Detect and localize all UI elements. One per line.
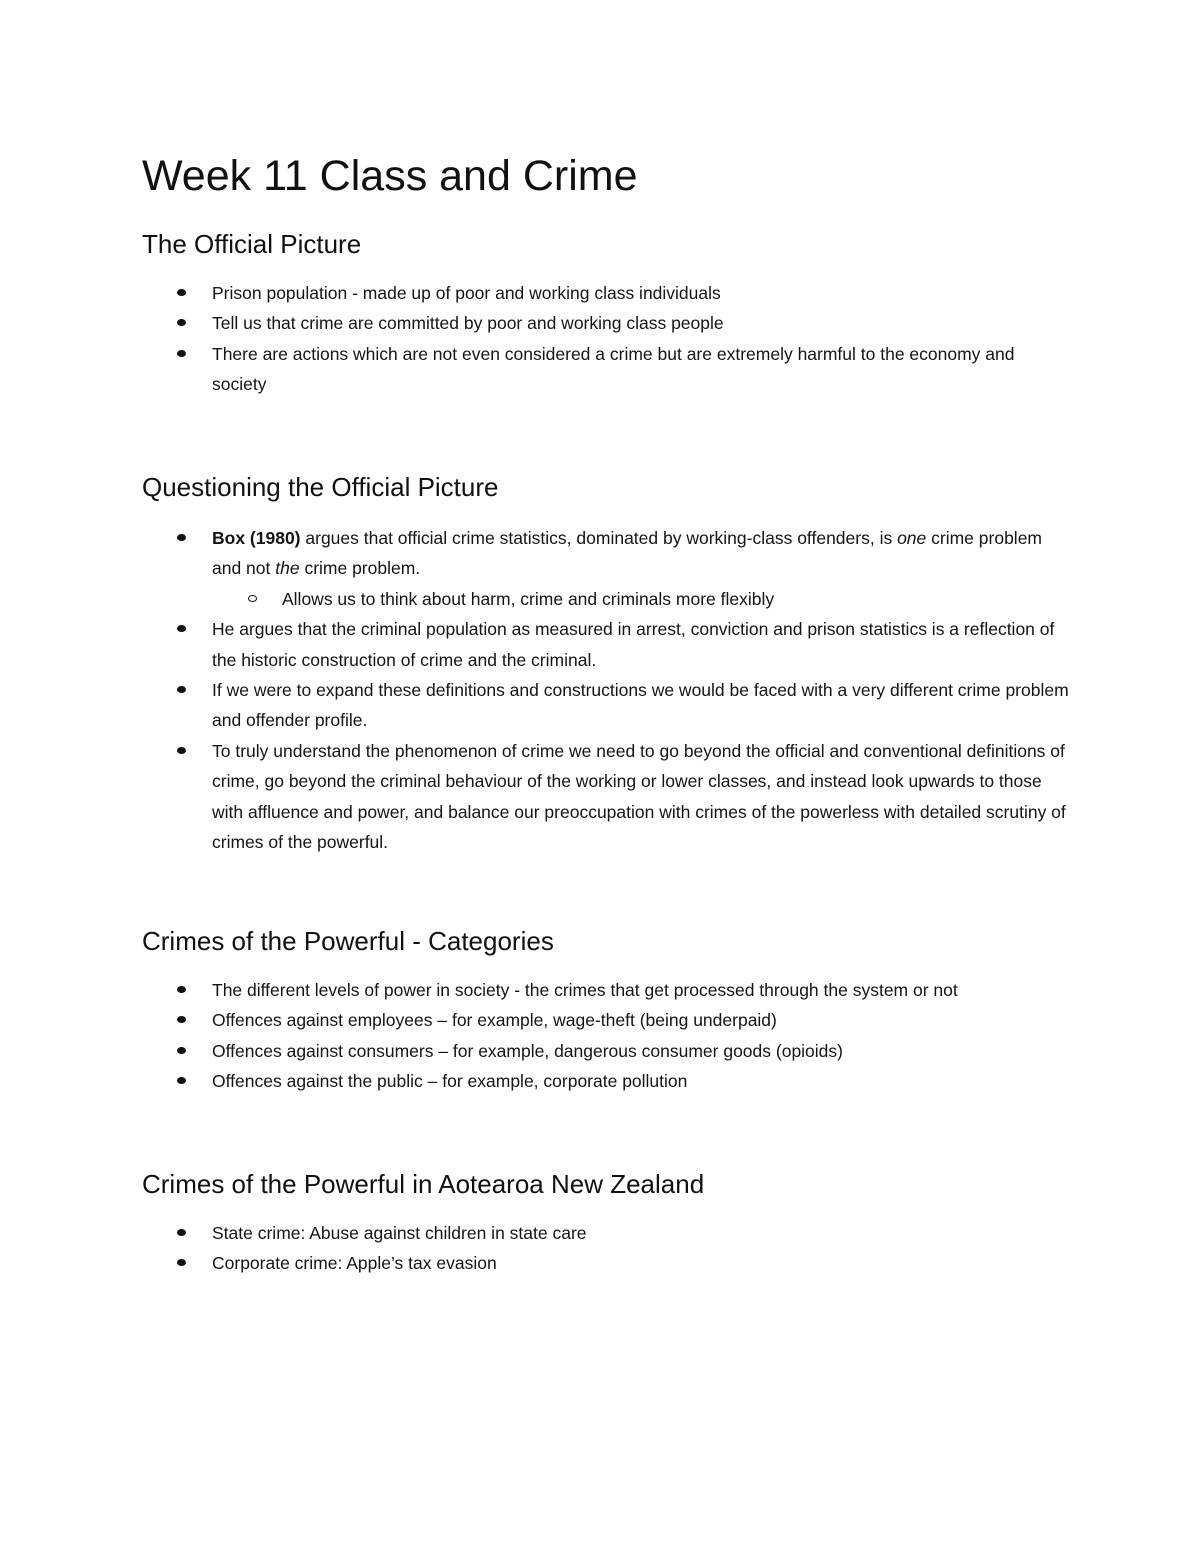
list-item-text: To truly understand the phenomenon of crime we need to go beyond the official and conventional definitions of crime, go beyond the criminal behaviour of the working or lower classes, and instead look upwards to those with affluence and power, and balance our preoccupation with crimes of the powerless with detailed scrutiny of crimes of the powerful.	[212, 740, 1066, 853]
list-item	[142, 278, 1072, 308]
text-span: crime problem and not	[212, 528, 1043, 579]
list-item-text: Tell us that crime are committed by poor and working class people	[212, 313, 724, 334]
list-item-text: Offences against consumers – for example, dangerous consumer goods (opioids)	[212, 1040, 843, 1061]
list-item-text: State crime: Abuse against children in state care	[212, 1223, 587, 1243]
list-item	[142, 675, 1072, 736]
list-item	[142, 523, 1072, 614]
list-item	[142, 308, 1072, 338]
sub-bullet-list	[212, 584, 1072, 614]
list-item-text: Corporate crime: Apple’s tax evasion	[212, 1253, 497, 1274]
emphasis: one	[897, 528, 927, 548]
document-title: Week 11 Class and Crime	[142, 152, 638, 200]
bullet-icon	[177, 1016, 186, 1023]
list-item-text	[212, 528, 1042, 578]
list-item	[142, 736, 1072, 858]
citation-bold: Box (1980)	[212, 528, 301, 548]
bullet-icon	[177, 1259, 186, 1266]
list-item-text: He argues that the criminal population as measured in arrest, conviction and prison statistics is a reflection of the historic construction of crime and the criminal.	[212, 619, 1055, 670]
bullet-icon	[177, 350, 186, 357]
section-heading: The Official Picture	[142, 229, 362, 259]
bullet-list	[142, 523, 1072, 857]
section-heading: Crimes of the Powerful in Aotearoa New Zealand	[142, 1169, 705, 1199]
list-item-text: The different levels of power in society - the crimes that get processed through the system or not	[212, 980, 958, 1000]
section-official-picture	[142, 227, 1072, 400]
list-item	[142, 1036, 1072, 1066]
bullet-icon	[177, 289, 186, 296]
text-span: crime problem.	[299, 558, 421, 579]
section-crimes-powerful-categories	[142, 924, 1072, 1097]
bullet-icon	[177, 534, 186, 541]
list-item	[142, 1218, 1072, 1248]
list-item-text: Prison population - made up of poor and working class individuals	[212, 283, 721, 303]
section-crimes-powerful-nz	[142, 1167, 1072, 1279]
bullet-icon	[177, 686, 186, 693]
bullet-icon	[177, 319, 186, 326]
sub-list-item-text: Allows us to think about harm, crime and criminals more flexibly	[282, 588, 775, 609]
list-item	[142, 1066, 1072, 1096]
bullet-list	[142, 1218, 1072, 1279]
bullet-icon	[177, 625, 186, 632]
section-questioning-official-picture	[142, 470, 1072, 857]
list-item	[142, 339, 1072, 400]
list-item	[142, 614, 1072, 675]
bullet-list	[142, 278, 1072, 400]
bullet-icon	[177, 1077, 186, 1084]
hollow-bullet-icon	[248, 595, 257, 602]
list-item	[142, 975, 1072, 1005]
list-item-text: There are actions which are not even considered a crime but are extremely harmful to the economy and society	[212, 343, 1015, 395]
list-item-text: If we were to expand these definitions and constructions we would be faced with a very different crime problem and offender profile.	[212, 680, 1069, 731]
bullet-icon	[177, 1047, 186, 1054]
list-item	[142, 1248, 1072, 1278]
bullet-icon	[177, 1229, 186, 1236]
list-item-text: Offences against the public – for example, corporate pollution	[212, 1071, 688, 1092]
bullet-icon	[177, 986, 186, 993]
list-item-text: Offences against employees – for example, wage-theft (being underpaid)	[212, 1010, 777, 1031]
sub-list-item	[212, 584, 1072, 614]
bullet-list	[142, 975, 1072, 1097]
bullet-icon	[177, 747, 186, 754]
list-item	[142, 1005, 1072, 1035]
text-span: argues that official crime statistics, dominated by working-class offenders, is	[300, 528, 898, 548]
emphasis: the	[275, 558, 300, 579]
section-heading: Questioning the Official Picture	[142, 472, 499, 502]
section-heading: Crimes of the Powerful - Categories	[142, 926, 554, 956]
